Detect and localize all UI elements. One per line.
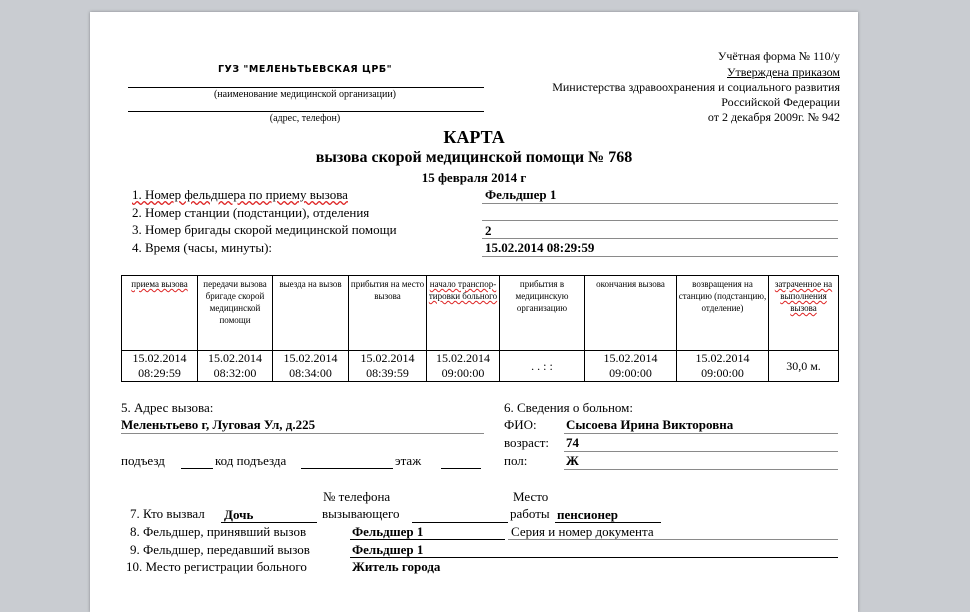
field-1-label: 1. Номер фельдшера по приему вызова: [132, 187, 348, 202]
card-date: 15 февраля 2014 г: [421, 170, 527, 185]
field-3-label: 3. Номер бригады скорой медицинской помощи: [132, 222, 397, 237]
org-name-caption: (наименование медицинской организации): [213, 89, 397, 100]
form-number: Учётная форма № 110/у: [717, 49, 840, 63]
caller-phone-label: вызывающего: [322, 506, 400, 521]
times-header-cell: возвращения на станцию (подстанцию, отделение): [677, 276, 769, 351]
field-1-line: [482, 203, 838, 204]
field-2-line: [482, 220, 838, 221]
document-page: [90, 12, 858, 612]
times-value-cell: 15.02.2014 09:00:00: [427, 351, 500, 382]
times-value-cell: 15.02.2014 09:00:00: [585, 351, 677, 382]
field-9-value: Фельдшер 1: [352, 542, 424, 557]
caller-value: Дочь: [224, 507, 254, 522]
card-subtitle: вызова скорой медицинской помощи № 768: [315, 149, 633, 166]
field-8-value: Фельдшер 1: [352, 524, 424, 539]
field-8-line: [350, 539, 505, 540]
times-value-cell: . . : :: [500, 351, 585, 382]
form-approved: Утверждена приказом: [727, 65, 840, 79]
times-header-cell: начало транспор-тировки больного: [427, 276, 500, 351]
times-header-cell: прибытия на место вызова: [349, 276, 427, 351]
field-3-value: 2: [485, 223, 492, 238]
org-name-line: [128, 87, 484, 88]
caller-phone-header: № телефона: [323, 489, 391, 504]
times-value-cell: 15.02.2014 08:32:00: [198, 351, 273, 382]
form-country: Российской Федерации: [721, 95, 840, 109]
times-header-cell: затраченное на выполнения вызова: [769, 276, 839, 351]
address-value: Меленьтьево г, Луговая Ул, д.225: [121, 417, 316, 432]
field-1-value: Фельдшер 1: [485, 187, 557, 202]
times-value-cell: 15.02.2014 08:34:00: [273, 351, 349, 382]
times-table: [121, 275, 839, 382]
entrance-code-line: [301, 468, 393, 469]
times-header-cell: окончания вызова: [585, 276, 677, 351]
org-address-line: [128, 111, 484, 112]
patient-sex-value: Ж: [566, 453, 579, 468]
times-values-row: [122, 351, 839, 382]
field-4-label: 4. Время (часы, минуты):: [132, 240, 273, 255]
entrance-code-label: код подъезда: [215, 453, 287, 468]
field-10-value: Житель города: [352, 559, 441, 574]
field-8-doc-label: Серия и номер документа: [511, 524, 654, 539]
times-value-cell: 15.02.2014 08:29:59: [122, 351, 198, 382]
form-order-date: от 2 декабря 2009г. № 942: [707, 110, 840, 124]
times-value-cell: 15.02.2014 08:39:59: [349, 351, 427, 382]
patient-sex-label: пол:: [504, 453, 528, 468]
times-header-cell: передачи вызова бригаде скорой медицинской помощи: [198, 276, 273, 351]
org-name: ГУЗ "МЕЛЕНЬТЬЕВСКАЯ ЦРБ": [217, 64, 393, 75]
floor-line: [441, 468, 481, 469]
field-9-label: 9. Фельдшер, передавший вызов: [130, 542, 310, 557]
caller-work-label: работы: [510, 506, 550, 521]
patient-age-line: [564, 451, 838, 452]
field-2-label: 2. Номер станции (подстанции), отделения: [132, 205, 370, 220]
caller-phone-line: [412, 522, 508, 523]
patient-sex-line: [564, 469, 838, 470]
field-8-label: 8. Фельдшер, принявший вызов: [130, 524, 307, 539]
field-4-value: 15.02.2014 08:29:59: [485, 240, 595, 255]
caller-work-line: [555, 522, 661, 523]
field-3-line: [482, 238, 838, 239]
caller-work-header: Место: [513, 489, 549, 504]
card-title: КАРТА: [443, 127, 505, 147]
patient-age-value: 74: [566, 435, 579, 450]
times-header-cell: прибытия в медицинскую организацию: [500, 276, 585, 351]
times-header-cell: выезда на вызов: [273, 276, 349, 351]
address-line: [121, 433, 484, 434]
times-value-cell: 15.02.2014 09:00:00: [677, 351, 769, 382]
patient-fio-value: Сысоева Ирина Викторовна: [566, 417, 734, 432]
field-9-line: [350, 557, 838, 558]
times-value-cell: 30,0 м.: [769, 351, 839, 382]
form-ministry: Министерства здравоохранения и социального развития: [552, 80, 840, 94]
times-header-row: [122, 276, 839, 351]
caller-line: [221, 522, 317, 523]
address-label: 5. Адрес вызова:: [121, 400, 214, 415]
floor-label: этаж: [395, 453, 422, 468]
patient-label: 6. Сведения о больном:: [504, 400, 634, 415]
times-header-cell: приема вызова: [122, 276, 198, 351]
patient-fio-line: [564, 433, 838, 434]
entrance-label: подъезд: [121, 453, 165, 468]
org-address-caption: (адрес, телефон): [269, 113, 341, 124]
entrance-line: [181, 468, 213, 469]
field-10-label: 10. Место регистрации больного: [126, 559, 307, 574]
patient-age-label: возраст:: [504, 435, 550, 450]
field-8-doc-line: [508, 539, 838, 540]
caller-label: 7. Кто вызвал: [130, 506, 205, 521]
patient-fio-label: ФИО:: [504, 417, 537, 432]
caller-work-value: пенсионер: [557, 507, 619, 522]
field-4-line: [482, 256, 838, 257]
